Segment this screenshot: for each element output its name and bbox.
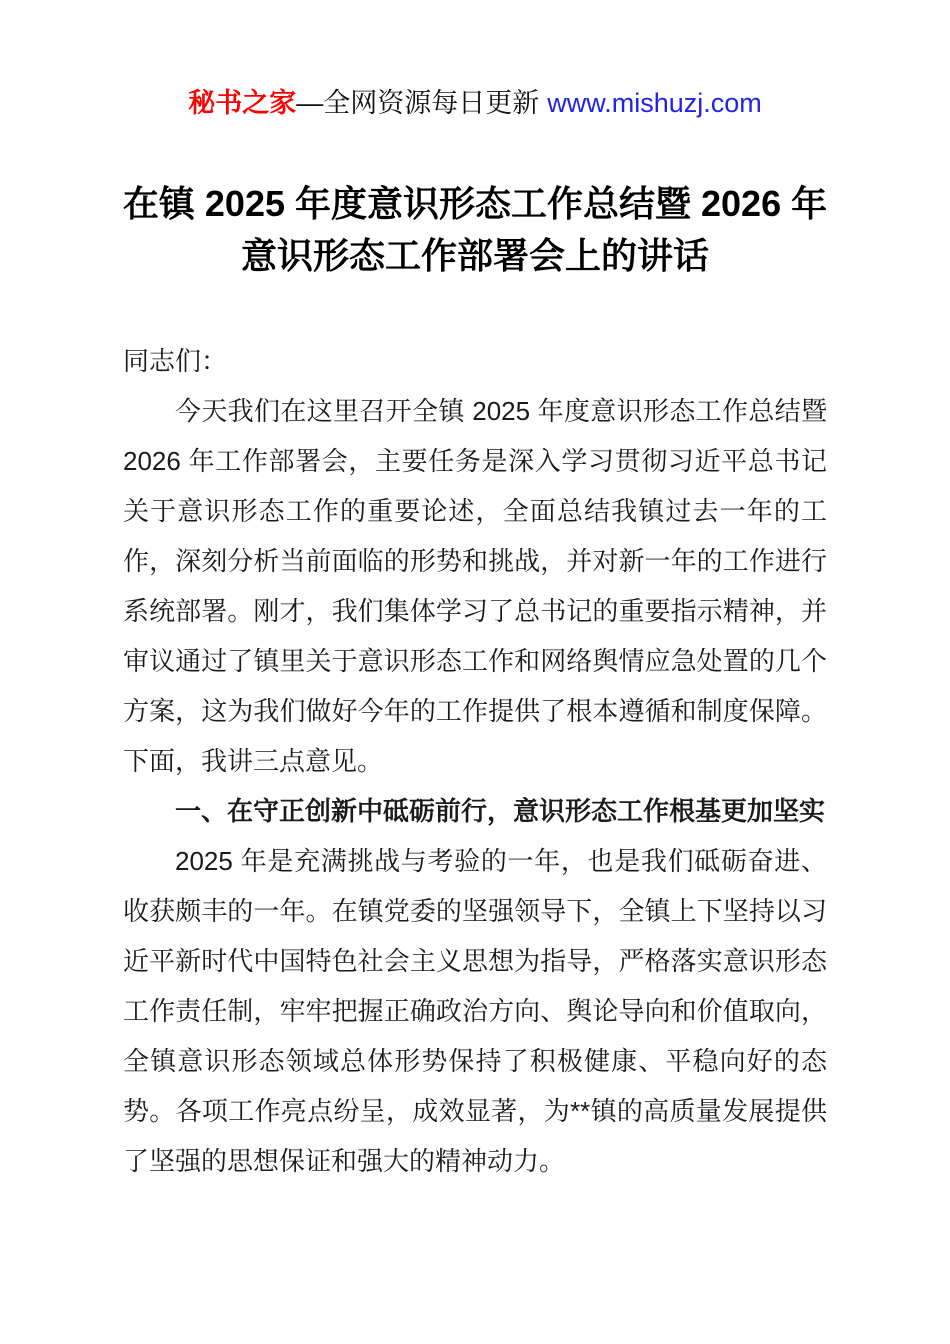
site-tagline: 全网资源每日更新 — [323, 88, 540, 118]
site-brand: 秘书之家 — [188, 88, 297, 118]
site-header — [0, 0, 950, 120]
document-title-line1: 在镇 2025 年度意识形态工作总结暨 2026 年 — [122, 183, 828, 224]
salutation: 同志们： — [123, 346, 228, 376]
header-separator: — — [296, 88, 324, 118]
site-url-link[interactable]: www.mishuzj.com — [547, 88, 762, 118]
section-heading: 一、在守正创新中砥砺前行，意识形态工作根基更加坚实 — [175, 796, 826, 826]
document-title-line2: 意识形态工作部署会上的讲话 — [240, 235, 709, 276]
document-title — [80, 178, 870, 282]
paragraph: 今天我们在这里召开全镇 2025 年度意识形态工作总结暨 2026 年工作部署会，主要任务是深入学习贯彻习近平总书记关于意识形态工作的重要论述，全面总结我镇过去一年的工作，深刻分析当前面临的形势和挑战，并对新一年的工作进行系统部署。刚才，我们集体学习了总书记的重要指示精神，并审议通过了镇里关于意识形态工作和网络舆情应急处置的几个方案，这为我们做好今年的工作提供了根本遵循和制度保障。下面，我讲三点意见。 — [123, 396, 827, 776]
document-body — [123, 336, 827, 1186]
paragraph: 2025 年是充满挑战与考验的一年，也是我们砥砺奋进、收获颇丰的一年。在镇党委的坚强领导下，全镇上下坚持以习近平新时代中国特色社会主义思想为指导，严格落实意识形态工作责任制，牢牢把握正确政治方向、舆论导向和价值取向，全镇意识形态领域总体形势保持了积极健康、平稳向好的态势。各项工作亮点纷呈，成效显著，为**镇的高质量发展提供了坚强的思想保证和强大的精神动力。 — [123, 846, 827, 1176]
